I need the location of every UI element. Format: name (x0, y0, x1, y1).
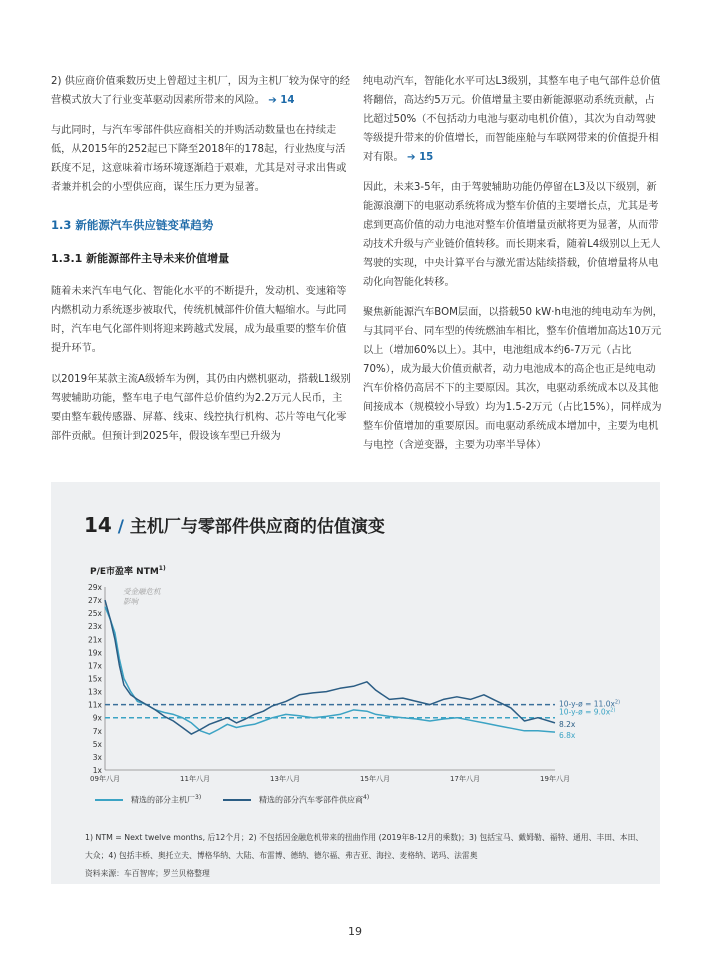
y-axis (88, 583, 105, 775)
figure-reference-link[interactable]: ➔ 14 (268, 95, 295, 106)
y-tick-label: 17x (88, 661, 102, 671)
y-tick-label: 11x (88, 700, 102, 710)
title-slash: / (117, 517, 124, 537)
paragraph: 与此同时，与汽车零部件供应商相关的并购活动数量也在持续走低，从2015年的252起已下降至2018年的178起，行业热度与活跃度不足，这意味着市场环境逐渐趋于艰难，尤其是对寻求出售或者兼并机会的小型供应商，谋生压力更为显著。 (51, 125, 347, 193)
paragraph: 纯电动汽车，智能化水平可达L3级别，其整车电子电气部件总价值将翻倍，高达约5万元。价值增量主要由新能源驱动系统贡献，占比超过50%（不包括动力电池与驱动电机价值），其次为自动驾驶等级提升带来的价值增长，而智能座舱与车联网带来的价值提升相对有限。 ➔ 15 (363, 76, 661, 163)
paragraph: 随着未来汽车电气化、智能化水平的不断提升，发动机、变速箱等内燃机动力系统逐步被取代，传统机械部件价值大幅缩水。与此同时，汽车电气化部件则将迎来跨越式发展，成为最重要的整车价值提升环节。 (51, 286, 347, 354)
y-tick-label: 3x (92, 752, 102, 762)
footnote: 1) NTM = Next twelve months, 后12个月；2) 不包括因金融危机带来的扭曲作用 (2019年8-12月的乘数)；3) 包括宝马、戴姆勒、福特、通用、丰田、本田、 (85, 833, 644, 842)
figure-panel (51, 482, 660, 884)
right-text-column (363, 72, 663, 455)
paragraph: 因此，未来3-5年，由于驾驶辅助功能仍停留在L3及以下级别，新能源浪潮下的电驱动系统将成为整车价值的主要增长点，尤其是考虑到更高价值的动力电池对整车价值增量贡献将更为显著，从而带动技术升级与产业链价值转移。而长期来看，随着L4级别以上无人驾驶的实现，中央计算平台与激光雷达陆续搭载，价值增量将从电动化向智能化转移。 (363, 182, 661, 288)
x-tick-label: 13年八月 (270, 775, 300, 783)
figure-reference-link[interactable]: ➔ 15 (407, 152, 434, 163)
y-tick-label: 13x (88, 687, 102, 697)
financial-crisis-annotation: 影响 (123, 597, 138, 606)
figure-title: 主机厂与零部件供应商的估值演变 (129, 517, 385, 537)
x-tick-label: 19年八月 (540, 775, 570, 783)
y-tick-label: 9x (92, 713, 102, 723)
y-tick-label: 25x (88, 609, 102, 619)
y-axis-label: P/E市盈率 NTM$^{1)}$ (90, 565, 166, 577)
section-heading: 1.3 新能源汽车供应链变革趋势 (51, 218, 214, 232)
supplier-average-label: 10-y-ø = $11.0x^{2)}$ (559, 699, 621, 709)
oem-series-line (105, 607, 555, 735)
x-tick-label: 15年八月 (360, 775, 390, 783)
left-text-column (51, 72, 351, 446)
series-lines (105, 600, 555, 734)
y-tick-label: 21x (88, 635, 102, 645)
oem-end-value-label: 6.8x (559, 731, 576, 741)
y-tick-label: 1x (92, 766, 102, 775)
legend-item-supplier: 精选的部分汽车零部件供应商$^{4)}$ (223, 794, 369, 806)
x-tick-label: 17年八月 (450, 775, 480, 783)
legend-swatch (223, 799, 251, 801)
y-tick-label: 27x (88, 596, 102, 606)
paragraph: 聚焦新能源汽车BOM层面，以搭载50 kW·h电池的纯电动车为例，与其同平台、同车型的传统燃油车相比，整车价值增加高达10万元以上（增加60%以上）。其中，电池组成本约6-7万元（占比70%），成为最大价值贡献者，动力电池成本的高企也正是纯电动汽车价格仍高居不下的主要原因。其次，电驱动系统成本以及其他间接成本（规模较小导致）均为1.5-2万元（占比15%），同样成为整车价值增加的重要原因。而电驱动系统成本增加中，主要为电机与电控（含逆变器，主要为功率半导体） (363, 307, 663, 451)
paragraph: 2) 供应商价值乘数历史上曾超过主机厂，因为主机厂较为保守的经营模式放大了行业变革驱动因素所带来的风险。 ➔ 14 (51, 76, 350, 106)
subsection-heading: 1.3.1 新能源部件主导未来价值增量 (51, 252, 230, 265)
x-tick-label: 09年八月 (90, 775, 120, 783)
paragraph: 以2019年某款主流A级轿车为例，其仍由内燃机驱动，搭载L1级别驾驶辅助功能，整车电子电气部件总价值约为2.2万元人民币，主要由整车载传感器、屏幕、线束、线控执行机构、芯片等电气化零部件贡献。但预计到2025年，假设该车型已升级为 (51, 374, 351, 442)
y-tick-label: 23x (88, 622, 102, 632)
oem-average-label: 10-y-ø = $9.0x^{2)}$ (559, 707, 616, 717)
y-tick-label: 19x (88, 648, 102, 658)
legend-swatch (95, 799, 123, 801)
y-tick-label: 15x (88, 674, 102, 684)
x-axis (90, 770, 570, 783)
page-number: 19 (348, 925, 362, 938)
supplier-end-value-label: 8.2x (559, 719, 576, 729)
valuation-line-chart (51, 482, 660, 884)
y-tick-label: 29x (88, 583, 102, 592)
y-tick-label: 5x (92, 739, 102, 749)
source-note: 资料来源：车百智库；罗兰贝格整理 (85, 869, 210, 878)
x-tick-label: 11年八月 (180, 775, 210, 783)
y-tick-label: 7x (92, 726, 102, 736)
figure-number: 14 (84, 513, 112, 537)
footnote: 大众；4) 包括丰桥、奥托立夫、博格华纳、大陆、布雷博、德纳、德尔福、弗吉亚、海拉、麦格纳、诺玛、法雷奥 (85, 851, 478, 860)
legend-item-oem: 精选的部分主机厂$^{3)}$ (95, 794, 201, 806)
financial-crisis-annotation: 受金融危机 (123, 587, 161, 596)
